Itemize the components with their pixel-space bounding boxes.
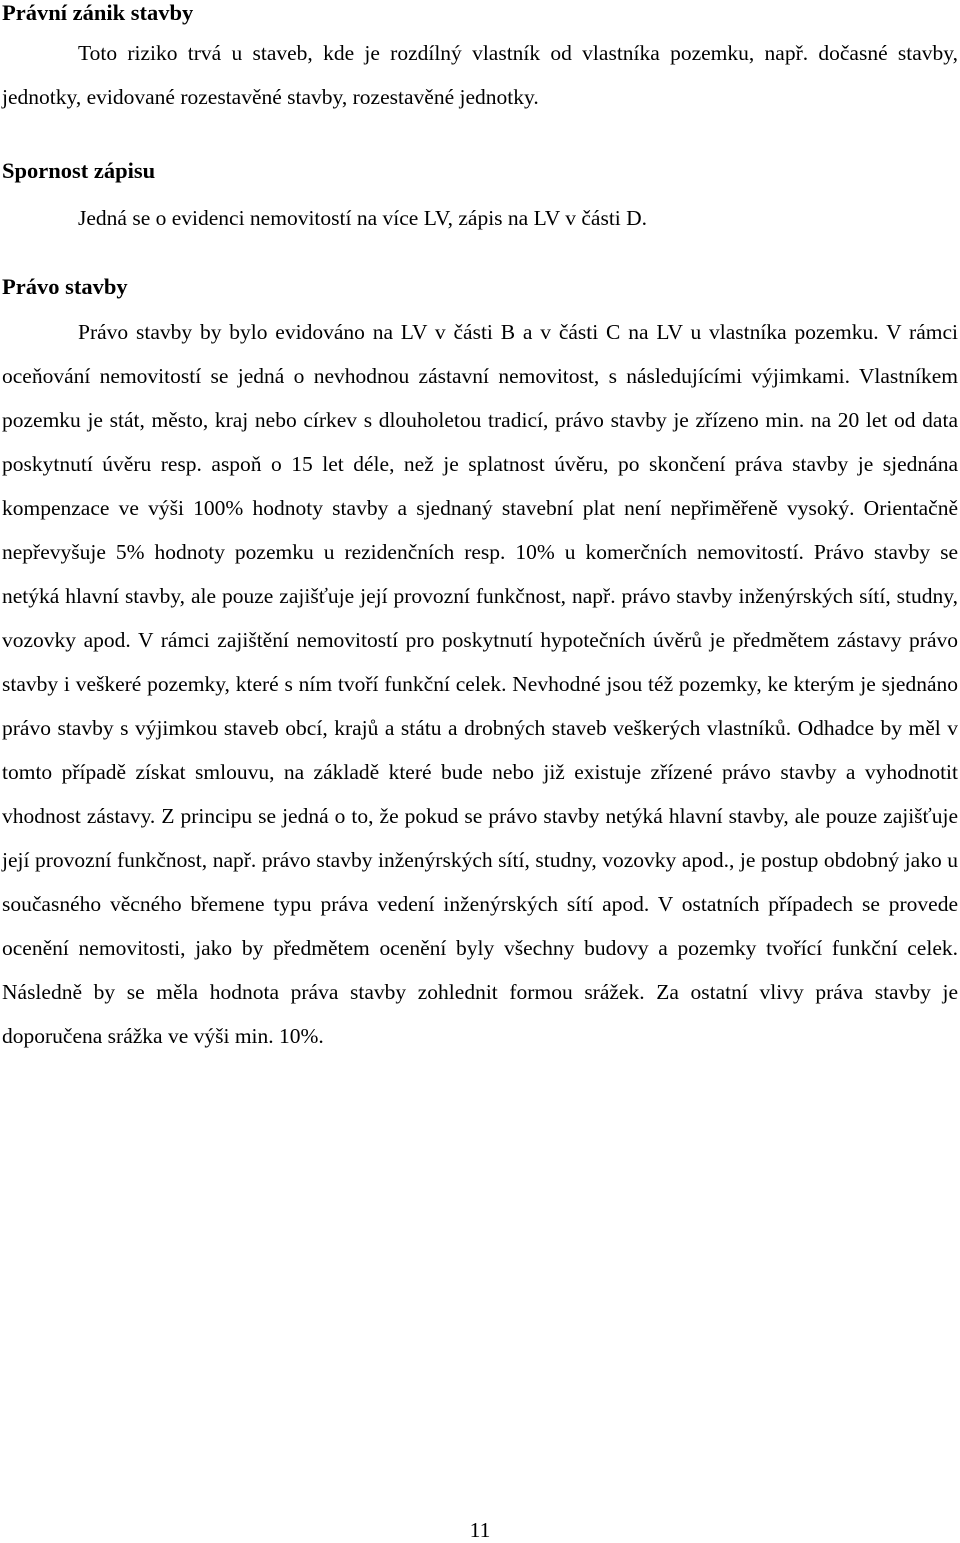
section-paragraph-pravo-stavby: Právo stavby by bylo evidováno na LV v části B a v části C na LV u vlastníka pozemku. V rámci oceňování nemovitostí se jedná o nevhodnou zástavní nemovitost, s následujícími výjimkami. Vlastníkem pozemku je stát, město, kraj nebo církev s dlouholetou tradicí, právo stavby je zřízeno min. na 20 let od data poskytnutí úvěru resp. aspoň o 15 let déle, než je splatnost úvěru, po skončení práva stavby je sjednána kompenzace ve výši 100% hodnoty stavby a sjednaný stavební plat není nepřiměřeně vysoký. Orientačně nepřevyšuje 5% hodnoty pozemku u rezidenčních resp. 10% u komerčních nemovitostí. Právo stavby se netýká hlavní stavby, ale pouze zajišťuje její provozní funkčnost, např. právo stavby inženýrských sítí, studny, vozovky apod. V rámci zajištění nemovitostí pro poskytnutí hypotečních úvěrů je předmětem zástavy právo stavby i veškeré pozemky, které s ním tvoří funkční celek. Nevhodné jsou též pozemky, ke kterým je sjednáno právo stavby s výjimkou staveb obcí, krajů a státu a drobných staveb veškerých vlastníků. Odhadce by měl v tomto případě získat smlouvu, na základě které bude nebo již existuje zřízené právo stavby a vyhodnotit vhodnost zástavy. Z principu se jedná o to, že pokud se právo stavby netýká hlavní stavby, ale pouze zajišťuje její provozní funkčnost, např. právo stavby inženýrských sítí, studny, vozovky apod., je postup obdobný jako u současného věcného břemene typu práva vedení inženýrských sítí apod. V ostatních případech se provede ocenění nemovitosti, jako by předmětem ocenění byly všechny budovy a pozemky tvořící funkční celek. Následně by se měla hodnota práva stavby zohlednit formou srážek. Za ostatní vlivy práva stavby je doporučena srážka ve výši min. 10%. bbox=[2, 320, 958, 1048]
page-number: 11 bbox=[469, 1518, 491, 1542]
section-paragraph-spornost-zapisu: Jedná se o evidenci nemovitostí na více LV, zápis na LV v části D. bbox=[78, 206, 648, 230]
section-heading-pravni-zanik-stavby: Právní zánik stavby bbox=[2, 0, 194, 25]
section-paragraph-pravni-zanik-stavby: Toto riziko trvá u staveb, kde je rozdílný vlastník od vlastníka pozemku, např. dočasné stavby, jednotky, evidované rozestavěné stavby, rozestavěné jednotky. bbox=[2, 41, 958, 109]
section-heading-pravo-stavby: Právo stavby bbox=[2, 274, 128, 299]
section-heading-spornost-zapisu: Spornost zápisu bbox=[2, 158, 156, 183]
